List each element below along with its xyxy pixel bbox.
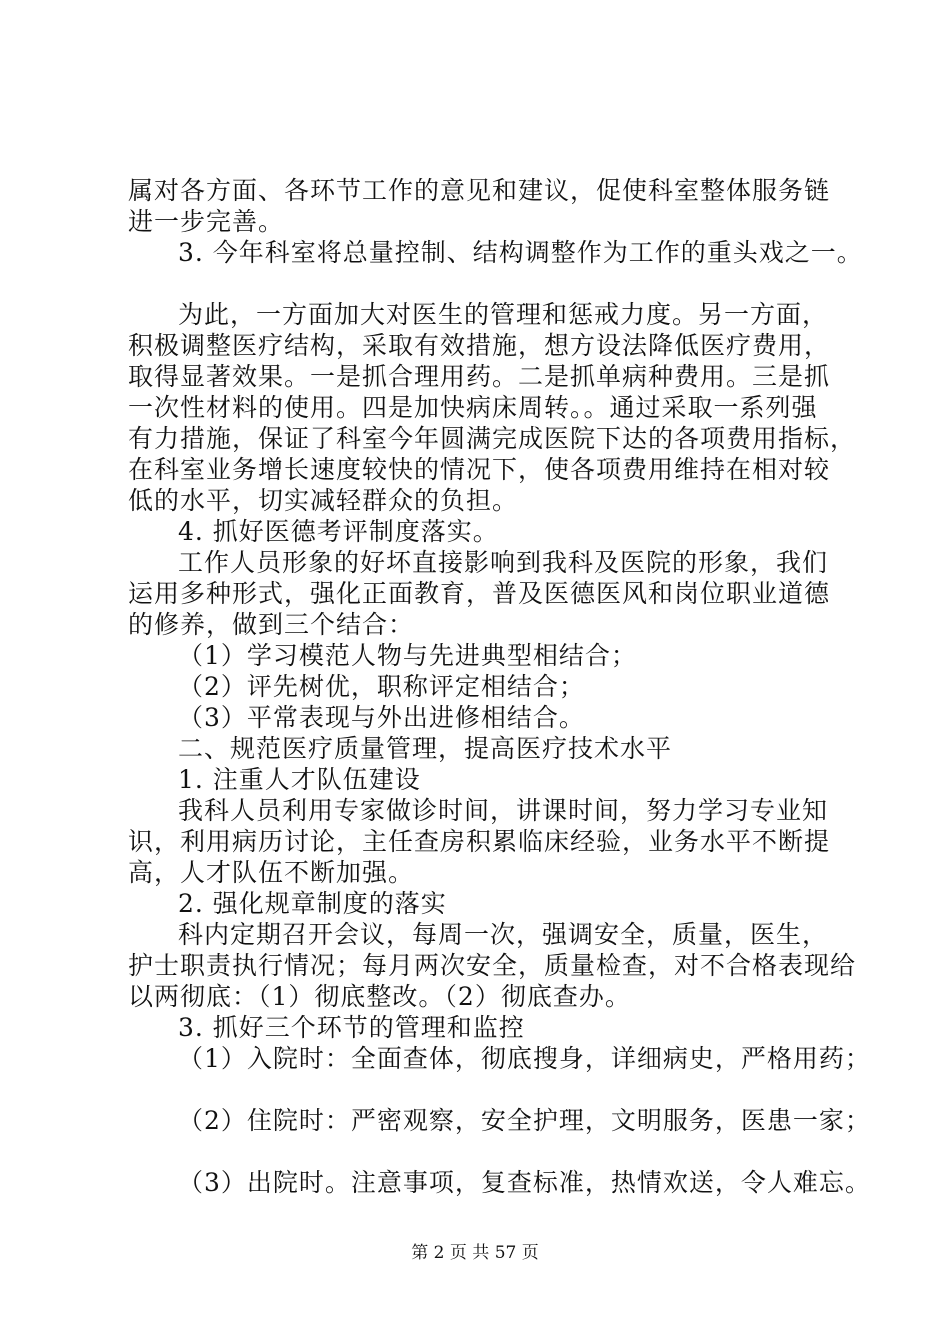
text-line: 3. 今年科室将总量控制、结构调整作为工作的重头戏之一。 <box>178 238 863 267</box>
list-item: （2）住院时：严密观察，安全护理，文明服务，医患一家； <box>178 1106 871 1135</box>
page-footer: 第 2 页 共 57 页 <box>411 1243 539 1263</box>
text-line: 积极调整医疗结构，采取有效措施，想方设法降低医疗费用， <box>128 331 831 360</box>
section-heading: 二、规范医疗质量管理，提高医疗技术水平 <box>178 734 673 763</box>
section-heading: 2. 强化规章制度的落实 <box>178 889 447 918</box>
text-line: 高，人才队伍不断加强。 <box>128 858 415 887</box>
text-line: 有力措施，保证了科室今年圆满完成医院下达的各项费用指标， <box>128 424 857 453</box>
text-line: 识，利用病历讨论，主任查房积累临床经验，业务水平不断提 <box>128 827 831 856</box>
text-line: 以两彻底：（1）彻底整改。（2）彻底查办。 <box>128 982 631 1011</box>
list-item: （2）评先树优，职称评定相结合； <box>178 672 585 701</box>
list-item: （3）平常表现与外出进修相结合。 <box>178 703 585 732</box>
text-line: 进一步完善。 <box>128 207 285 236</box>
text-line: 的修养，做到三个结合： <box>128 610 415 639</box>
section-heading: 3. 抓好三个环节的管理和监控 <box>178 1013 525 1042</box>
text-line: 科内定期召开会议，每周一次，强调安全，质量，医生， <box>178 920 829 949</box>
section-heading: 1. 注重人才队伍建设 <box>178 765 421 794</box>
list-item: （1）学习模范人物与先进典型相结合； <box>178 641 637 670</box>
text-line: 取得显著效果。一是抓合理用药。二是抓单病种费用。三是抓 <box>128 362 831 391</box>
text-line: 低的水平，切实减轻群众的负担。 <box>128 486 519 515</box>
text-line: 属对各方面、各环节工作的意见和建议，促使科室整体服务链 <box>128 176 831 205</box>
list-item: （1）入院时：全面查体，彻底搜身，详细病史，严格用药； <box>178 1044 871 1073</box>
list-item: （3）出院时。注意事项，复查标准，热情欢送，令人难忘。 <box>178 1168 871 1197</box>
text-line: 一次性材料的使用。四是加快病床周转。。通过采取一系列强 <box>128 393 818 422</box>
text-line: 护士职责执行情况；每月两次安全，质量检查，对不合格表现给 <box>128 951 857 980</box>
text-line: 工作人员形象的好坏直接影响到我科及医院的形象，我们 <box>178 548 829 577</box>
text-line: 为此，一方面加大对医生的管理和惩戒力度。另一方面， <box>178 300 829 329</box>
section-heading: 4. 抓好医德考评制度落实。 <box>178 517 499 546</box>
text-line: 我科人员利用专家做诊时间，讲课时间，努力学习专业知 <box>178 796 829 825</box>
text-line: 运用多种形式，强化正面教育，普及医德医风和岗位职业道德 <box>128 579 831 608</box>
text-line: 在科室业务增长速度较快的情况下，使各项费用维持在相对较 <box>128 455 831 484</box>
